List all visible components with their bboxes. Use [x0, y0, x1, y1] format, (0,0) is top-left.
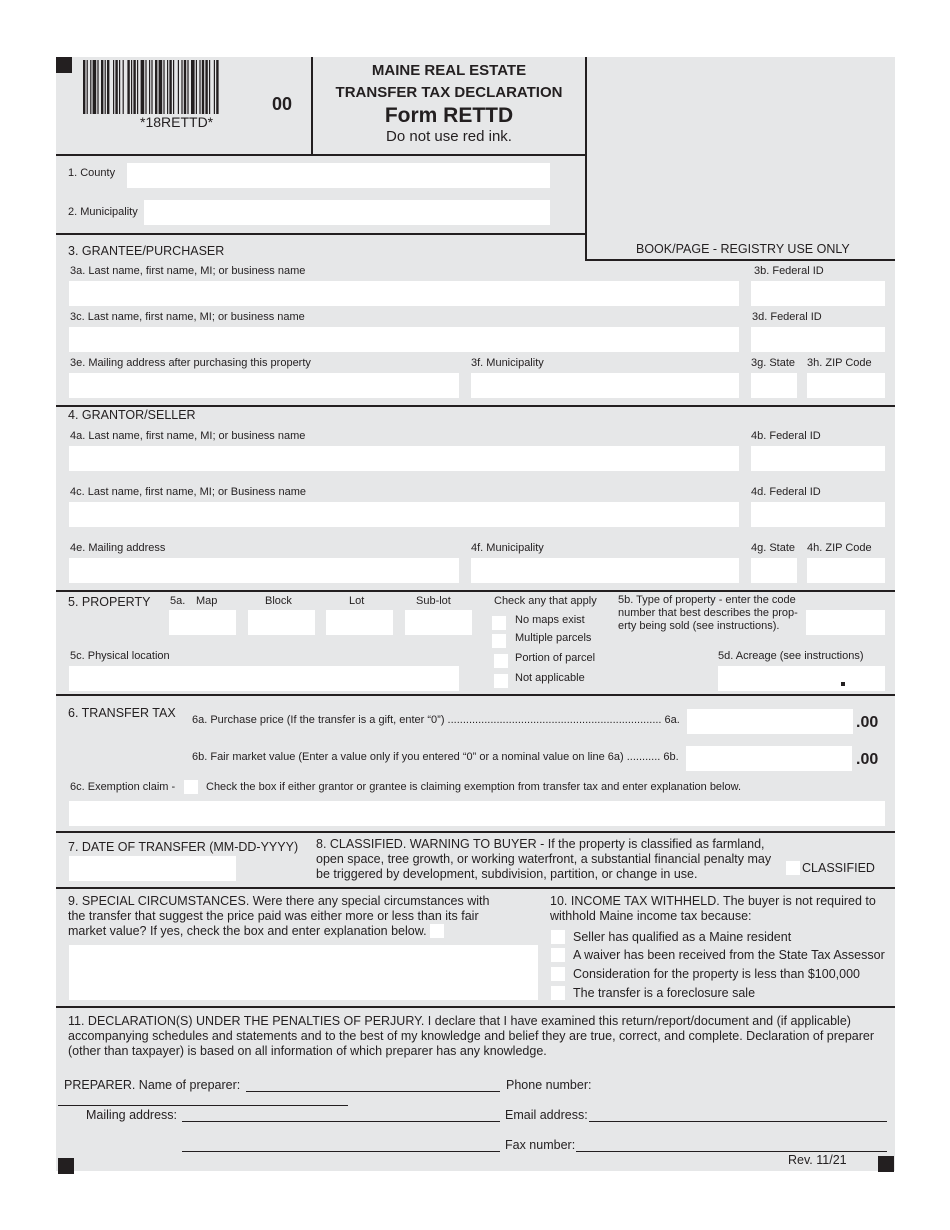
grantor-name-c-label: 4c. Last name, first name, MI; or Business name: [70, 486, 306, 498]
phone-number-label: Phone number:: [506, 1078, 592, 1092]
classified-checkbox-label: CLASSIFIED: [802, 861, 875, 875]
barcode-bar: [184, 60, 186, 114]
registry-label: BOOK/PAGE - REGISTRY USE ONLY: [636, 242, 850, 256]
form-instruction: Do not use red ink.: [386, 128, 512, 145]
acreage-label: 5d. Acreage (see instructions): [718, 650, 864, 662]
waiver-checkbox[interactable]: [551, 948, 565, 962]
special-circumstances-line1: 9. SPECIAL CIRCUMSTANCES. Were there any special circumstances with: [68, 894, 490, 908]
sublot-field[interactable]: [405, 610, 472, 635]
consideration-checkbox[interactable]: [551, 967, 565, 981]
grantor-municipality-label: 4f. Municipality: [471, 542, 544, 554]
form-title-line1: MAINE REAL ESTATE: [371, 62, 527, 79]
grantee-mailing-label: 3e. Mailing address after purchasing this property: [70, 357, 311, 369]
barcode-bar: [141, 60, 145, 114]
multiple-parcels-label: Multiple parcels: [515, 632, 592, 644]
barcode-bar: [123, 60, 124, 114]
fair-market-value-cents: .00: [856, 751, 879, 768]
physical-location-label: 5c. Physical location: [70, 650, 170, 662]
grantor-fed-b-field[interactable]: [751, 446, 885, 471]
grantee-fed-d-label: 3d. Federal ID: [752, 311, 822, 323]
barcode-bar: [216, 60, 218, 114]
fax-number-label: Fax number:: [505, 1138, 576, 1152]
property-type-label-1: 5b. Type of property - enter the code: [618, 594, 796, 606]
preparer-name-line[interactable]: [246, 1091, 500, 1092]
purchase-price-field[interactable]: [687, 709, 853, 734]
declaration-line1: 11. DECLARATION(S) UNDER THE PENALTIES OF PERJURY. I declare that I have examined this return/report/document and (if applicable): [68, 1014, 851, 1028]
grantee-fed-d-field[interactable]: [751, 327, 885, 352]
grantee-title: 3. GRANTEE/PURCHASER: [68, 244, 225, 258]
special-circumstances-line2: the transfer that suggest the price paid was either more or less than its fair: [68, 909, 479, 923]
grantor-zip-label: 4h. ZIP Code: [807, 542, 872, 554]
consideration-label: Consideration for the property is less than $100,000: [573, 967, 860, 981]
physical-location-field[interactable]: [69, 666, 459, 691]
transfer-tax-title: 6. TRANSFER TAX: [68, 706, 176, 720]
header-bottom-rule: [56, 154, 587, 156]
exemption-instruction: Check the box if either grantor or grantee is claiming exemption from transfer tax and enter explanation below.: [206, 781, 742, 793]
grantee-fed-b-field[interactable]: [751, 281, 885, 306]
form-title-line2: TRANSFER TAX DECLARATION: [335, 84, 563, 101]
foreclosure-label: The transfer is a foreclosure sale: [573, 986, 756, 1000]
grantee-state-field[interactable]: [751, 373, 797, 398]
not-applicable-label: Not applicable: [515, 672, 585, 684]
barcode-bar: [115, 60, 117, 114]
grantee-municipality-field[interactable]: [471, 373, 739, 398]
grantor-name-a-label: 4a. Last name, first name, MI; or business name: [70, 430, 306, 442]
purchase-price-cents: .00: [856, 714, 879, 731]
barcode-text: *18RETTD*: [140, 114, 214, 130]
block-label: Block: [265, 595, 292, 607]
barcode-bar: [169, 60, 171, 114]
exemption-checkbox[interactable]: [184, 780, 198, 794]
fair-market-value-label: 6b. Fair market value (Enter a value only if you entered “0” or a nominal value on line 6a) ........... 6b.: [192, 751, 679, 763]
barcode-bar: [131, 60, 132, 114]
section6-top-rule: [56, 694, 895, 696]
maine-resident-label: Seller has qualified as a Maine resident: [573, 930, 792, 944]
grantee-municipality-label: 3f. Municipality: [471, 357, 544, 369]
barcode-number: 00: [272, 94, 293, 114]
section7-top-rule: [56, 831, 895, 833]
not-applicable-checkbox[interactable]: [494, 674, 508, 688]
property-type-field[interactable]: [806, 610, 885, 635]
grantee-name-c-label: 3c. Last name, first name, MI; or business name: [70, 311, 305, 323]
barcode-bar: [209, 60, 210, 114]
foreclosure-checkbox[interactable]: [551, 986, 565, 1000]
multiple-parcels-checkbox[interactable]: [492, 634, 506, 648]
property-title: 5. PROPERTY: [68, 595, 151, 609]
form-name: Form RETTD: [384, 104, 514, 127]
portion-of-parcel-label: Portion of parcel: [515, 652, 596, 664]
grantor-name-a-field[interactable]: [69, 446, 739, 471]
grantor-title: 4. GRANTOR/SELLER: [68, 408, 196, 422]
classified-warning-line2: open space, tree growth, or working waterfront, a substantial financial penalty may: [316, 852, 772, 866]
property-type-label-2: number that best describes the prop-: [618, 607, 798, 619]
email-address-line[interactable]: [589, 1121, 887, 1122]
classified-warning-line3: be triggered by development, subdivision, partition, or change in use.: [316, 867, 698, 881]
registration-mark-bottom-right: [878, 1156, 894, 1172]
barcode-bar: [97, 60, 98, 114]
property-type-label-3: erty being sold (see instructions).: [618, 620, 780, 632]
acreage-decimal-point: [841, 682, 845, 686]
barcode-bar: [119, 60, 120, 114]
barcode-bar: [196, 60, 197, 114]
county-label: 1. County: [68, 167, 116, 179]
municipality-field[interactable]: [144, 200, 550, 225]
barcode: [83, 60, 268, 115]
grantee-zip-label: 3h. ZIP Code: [807, 357, 872, 369]
declaration-line3: (other than taxpayer) is based on all information of which preparer has any knowledge.: [68, 1044, 547, 1058]
classified-checkbox[interactable]: [786, 861, 800, 875]
barcode-bar: [145, 60, 146, 114]
section4-top-rule: [56, 405, 895, 407]
income-tax-withheld-line1: 10. INCOME TAX WITHHELD. The buyer is not required to: [550, 894, 876, 908]
map-label: Map: [196, 595, 218, 607]
grantor-mailing-label: 4e. Mailing address: [70, 542, 166, 554]
barcode-bar: [178, 60, 179, 114]
barcode-bar: [93, 60, 97, 114]
grantor-fed-b-label: 4b. Federal ID: [751, 430, 821, 442]
barcode-bar: [181, 60, 182, 114]
grantee-name-c-field[interactable]: [69, 327, 739, 352]
preparer-name-continuation-line[interactable]: [58, 1105, 348, 1106]
barcode-bar: [105, 60, 106, 114]
email-address-label: Email address:: [505, 1108, 588, 1122]
section9-top-rule: [56, 887, 895, 889]
barcode-bar: [90, 60, 91, 114]
registry-bottom-rule: [585, 259, 895, 261]
grantee-name-a-field[interactable]: [69, 281, 739, 306]
lot-label: Lot: [349, 595, 365, 607]
municipality-label: 2. Municipality: [68, 206, 138, 218]
sublot-label: Sub-lot: [416, 595, 451, 607]
county-field[interactable]: [127, 163, 550, 188]
barcode-bar: [149, 60, 150, 114]
barcode-bar: [167, 60, 168, 114]
grantee-fed-b-label: 3b. Federal ID: [754, 265, 824, 277]
grantor-zip-field[interactable]: [807, 558, 885, 583]
barcode-bar: [159, 60, 163, 114]
grantee-mailing-field[interactable]: [69, 373, 459, 398]
mailing-address-line-2[interactable]: [182, 1151, 500, 1152]
grantee-name-a-label: 3a. Last name, first name, MI; or business name: [70, 265, 306, 277]
map-field[interactable]: [169, 610, 236, 635]
special-circumstances-checkbox[interactable]: [430, 924, 444, 938]
date-of-transfer-field[interactable]: [69, 856, 236, 881]
barcode-bar: [187, 60, 188, 114]
barcode-bar: [155, 60, 157, 114]
barcode-bar: [107, 60, 109, 114]
grantor-fed-d-field[interactable]: [751, 502, 885, 527]
maine-resident-checkbox[interactable]: [551, 930, 565, 944]
date-of-transfer-label: 7. DATE OF TRANSFER (MM-DD-YYYY): [68, 840, 299, 854]
grantor-municipality-field[interactable]: [471, 558, 739, 583]
barcode-bar: [137, 60, 138, 114]
barcode-bar: [133, 60, 135, 114]
mailing-address-label: Mailing address:: [86, 1108, 178, 1122]
barcode-bar: [173, 60, 174, 114]
registration-mark-bottom-left: [58, 1158, 74, 1174]
barcode-bar: [191, 60, 195, 114]
no-maps-checkbox[interactable]: [492, 616, 506, 630]
section5-top-rule: [56, 590, 895, 592]
preparer-name-label: PREPARER. Name of preparer:: [64, 1078, 241, 1092]
section3-top-rule: [56, 233, 587, 235]
mailing-address-line[interactable]: [182, 1121, 500, 1122]
no-maps-label: No maps exist: [515, 614, 585, 626]
section11-top-rule: [56, 1006, 895, 1008]
special-circumstances-explanation-field[interactable]: [69, 945, 538, 1000]
grantor-name-c-field[interactable]: [69, 502, 739, 527]
grantor-state-field[interactable]: [751, 558, 797, 583]
exemption-claim-label: 6c. Exemption claim -: [70, 781, 176, 793]
barcode-bar: [199, 60, 200, 114]
grantor-state-label: 4g. State: [751, 542, 796, 554]
barcode-bar: [113, 60, 114, 114]
grantee-state-label: 3g. State: [751, 357, 796, 369]
grantor-mailing-field[interactable]: [69, 558, 459, 583]
check-any-heading: Check any that apply: [494, 595, 597, 607]
lot-field[interactable]: [326, 610, 393, 635]
exemption-explanation-field[interactable]: [69, 801, 885, 826]
special-circumstances-line3: market value? If yes, check the box and enter explanation below.: [68, 924, 427, 938]
portion-of-parcel-checkbox[interactable]: [494, 654, 508, 668]
acreage-field[interactable]: [718, 666, 885, 691]
registration-mark-top-left: [56, 57, 72, 73]
grantee-zip-field[interactable]: [807, 373, 885, 398]
barcode-bar: [163, 60, 164, 114]
barcode-bar: [101, 60, 103, 114]
fair-market-value-field[interactable]: [686, 746, 852, 771]
purchase-price-label: 6a. Purchase price (If the transfer is a gift, enter “0”) ...................................................................... 6a.: [192, 714, 680, 726]
barcode-bar: [205, 60, 207, 114]
barcode-bar: [151, 60, 152, 114]
barcode-bar: [87, 60, 88, 114]
barcode-bar: [214, 60, 215, 114]
fax-number-line[interactable]: [576, 1151, 887, 1152]
revision-label: Rev. 11/21: [788, 1153, 847, 1167]
barcode-bar: [83, 60, 85, 114]
income-tax-withheld-line2: withhold Maine income tax because:: [550, 909, 752, 923]
map-prefix-label: 5a.: [170, 595, 186, 607]
grantor-fed-d-label: 4d. Federal ID: [751, 486, 821, 498]
classified-warning-line1: 8. CLASSIFIED. WARNING TO BUYER - If the property is classified as farmland,: [316, 837, 765, 851]
barcode-bar: [202, 60, 204, 114]
barcode-bar: [127, 60, 129, 114]
waiver-label: A waiver has been received from the State Tax Assessor: [573, 948, 885, 962]
declaration-line2: accompanying schedules and statements and to the best of my knowledge and belief they are true, correct, and complete. Declaration of preparer: [68, 1029, 875, 1043]
block-field[interactable]: [248, 610, 315, 635]
